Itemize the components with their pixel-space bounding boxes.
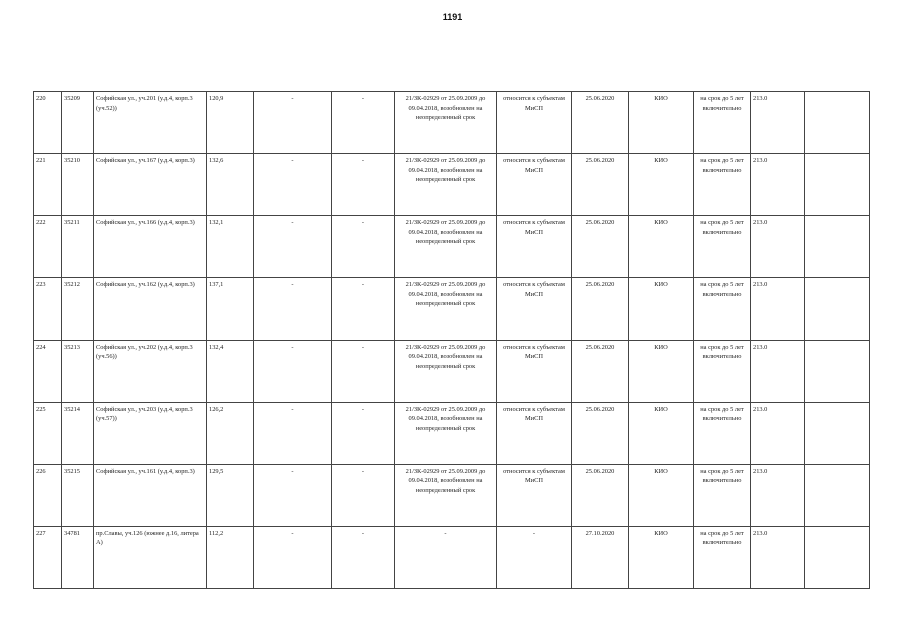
authority-cell: КИО	[629, 92, 694, 154]
term-cell: на срок до 5 лет включительно	[694, 340, 751, 402]
object-id-cell: 35214	[62, 402, 94, 464]
dash-cell: -	[332, 278, 395, 340]
table-row	[34, 92, 870, 154]
empty-cell	[805, 278, 870, 340]
dash-cell: -	[254, 402, 332, 464]
row-number-cell: 225	[34, 402, 62, 464]
date-cell: 25.06.2020	[572, 340, 629, 402]
empty-cell	[805, 526, 870, 588]
dash-cell: -	[332, 402, 395, 464]
term-cell: на срок до 5 лет включительно	[694, 526, 751, 588]
date-cell: 25.06.2020	[572, 216, 629, 278]
code-cell: 213.0	[751, 154, 805, 216]
code-cell: 213.0	[751, 340, 805, 402]
sme-note-cell: -	[497, 526, 572, 588]
page-number: 1191	[442, 12, 463, 22]
address-cell: Софийская ул., уч.203 (у.д.4, корп.3 (уч.57))	[94, 402, 207, 464]
sme-note-cell: относится к субъектам МиСП	[497, 92, 572, 154]
code-cell: 213.0	[751, 526, 805, 588]
table-row	[34, 464, 870, 526]
contract-cell: 21/ЗК-02929 от 25.09.2009 до 09.04.2018, возобновлен на неопределенный срок	[395, 92, 497, 154]
empty-cell	[805, 464, 870, 526]
dash-cell: -	[332, 216, 395, 278]
dash-cell: -	[254, 526, 332, 588]
authority-cell: КИО	[629, 402, 694, 464]
dash-cell: -	[254, 92, 332, 154]
table-row	[34, 526, 870, 588]
code-cell: 213.0	[751, 278, 805, 340]
address-cell: Софийская ул., уч.161 (у.д.4, корп.3)	[94, 464, 207, 526]
empty-cell	[805, 216, 870, 278]
dash-cell: -	[254, 154, 332, 216]
area-cell: 132,4	[207, 340, 254, 402]
term-cell: на срок до 5 лет включительно	[694, 216, 751, 278]
dash-cell: -	[332, 92, 395, 154]
area-cell: 129,5	[207, 464, 254, 526]
object-id-cell: 35212	[62, 278, 94, 340]
area-cell: 132,1	[207, 216, 254, 278]
object-id-cell: 35211	[62, 216, 94, 278]
date-cell: 25.06.2020	[572, 92, 629, 154]
date-cell: 27.10.2020	[572, 526, 629, 588]
object-id-cell: 35213	[62, 340, 94, 402]
area-cell: 137,1	[207, 278, 254, 340]
dash-cell: -	[254, 216, 332, 278]
empty-cell	[805, 340, 870, 402]
object-id-cell: 35209	[62, 92, 94, 154]
sme-note-cell: относится к субъектам МиСП	[497, 340, 572, 402]
row-number-cell: 223	[34, 278, 62, 340]
row-number-cell: 221	[34, 154, 62, 216]
sme-note-cell: относится к субъектам МиСП	[497, 154, 572, 216]
row-number-cell: 226	[34, 464, 62, 526]
table-row	[34, 154, 870, 216]
term-cell: на срок до 5 лет включительно	[694, 92, 751, 154]
object-id-cell: 34781	[62, 526, 94, 588]
code-cell: 213.0	[751, 402, 805, 464]
empty-cell	[805, 92, 870, 154]
address-cell: Софийская ул., уч.202 (у.д.4, корп.3 (уч.56))	[94, 340, 207, 402]
code-cell: 213.0	[751, 464, 805, 526]
contract-cell: -	[395, 526, 497, 588]
contract-cell: 21/ЗК-02929 от 25.09.2009 до 09.04.2018, возобновлен на неопределенный срок	[395, 340, 497, 402]
table-row	[34, 278, 870, 340]
dash-cell: -	[254, 278, 332, 340]
term-cell: на срок до 5 лет включительно	[694, 154, 751, 216]
term-cell: на срок до 5 лет включительно	[694, 464, 751, 526]
sme-note-cell: относится к субъектам МиСП	[497, 464, 572, 526]
date-cell: 25.06.2020	[572, 464, 629, 526]
dash-cell: -	[332, 526, 395, 588]
contract-cell: 21/ЗК-02929 от 25.09.2009 до 09.04.2018, возобновлен на неопределенный срок	[395, 464, 497, 526]
contract-cell: 21/ЗК-02929 от 25.09.2009 до 09.04.2018, возобновлен на неопределенный срок	[395, 402, 497, 464]
date-cell: 25.06.2020	[572, 402, 629, 464]
dash-cell: -	[332, 340, 395, 402]
contract-cell: 21/ЗК-02929 от 25.09.2009 до 09.04.2018, возобновлен на неопределенный срок	[395, 278, 497, 340]
term-cell: на срок до 5 лет включительно	[694, 402, 751, 464]
table-row	[34, 402, 870, 464]
authority-cell: КИО	[629, 154, 694, 216]
area-cell: 132,6	[207, 154, 254, 216]
row-number-cell: 227	[34, 526, 62, 588]
address-cell: Софийская ул., уч.162 (у.д.4, корп.3)	[94, 278, 207, 340]
authority-cell: КИО	[629, 526, 694, 588]
code-cell: 213.0	[751, 92, 805, 154]
dash-cell: -	[254, 340, 332, 402]
table-row	[34, 216, 870, 278]
area-cell: 126,2	[207, 402, 254, 464]
date-cell: 25.06.2020	[572, 154, 629, 216]
row-number-cell: 224	[34, 340, 62, 402]
dash-cell: -	[332, 154, 395, 216]
empty-cell	[805, 402, 870, 464]
dash-cell: -	[254, 464, 332, 526]
area-cell: 112,2	[207, 526, 254, 588]
sme-note-cell: относится к субъектам МиСП	[497, 402, 572, 464]
table-row	[34, 340, 870, 402]
authority-cell: КИО	[629, 278, 694, 340]
term-cell: на срок до 5 лет включительно	[694, 278, 751, 340]
row-number-cell: 220	[34, 92, 62, 154]
code-cell: 213.0	[751, 216, 805, 278]
address-cell: пр.Славы, уч.126 (южнее д.16, литера А)	[94, 526, 207, 588]
address-cell: Софийская ул., уч.201 (у.д.4, корп.3 (уч.52))	[94, 92, 207, 154]
dash-cell: -	[332, 464, 395, 526]
contract-cell: 21/ЗК-02929 от 25.09.2009 до 09.04.2018, возобновлен на неопределенный срок	[395, 154, 497, 216]
object-id-cell: 35210	[62, 154, 94, 216]
authority-cell: КИО	[629, 340, 694, 402]
date-cell: 25.06.2020	[572, 278, 629, 340]
address-cell: Софийская ул., уч.167 (у.д.4, корп.3)	[94, 154, 207, 216]
address-cell: Софийская ул., уч.166 (у.д.4, корп.3)	[94, 216, 207, 278]
contract-cell: 21/ЗК-02929 от 25.09.2009 до 09.04.2018, возобновлен на неопределенный срок	[395, 216, 497, 278]
empty-cell	[805, 154, 870, 216]
authority-cell: КИО	[629, 464, 694, 526]
object-id-cell: 35215	[62, 464, 94, 526]
authority-cell: КИО	[629, 216, 694, 278]
row-number-cell: 222	[34, 216, 62, 278]
land-plots-table	[33, 91, 870, 589]
sme-note-cell: относится к субъектам МиСП	[497, 216, 572, 278]
sme-note-cell: относится к субъектам МиСП	[497, 278, 572, 340]
area-cell: 120,9	[207, 92, 254, 154]
